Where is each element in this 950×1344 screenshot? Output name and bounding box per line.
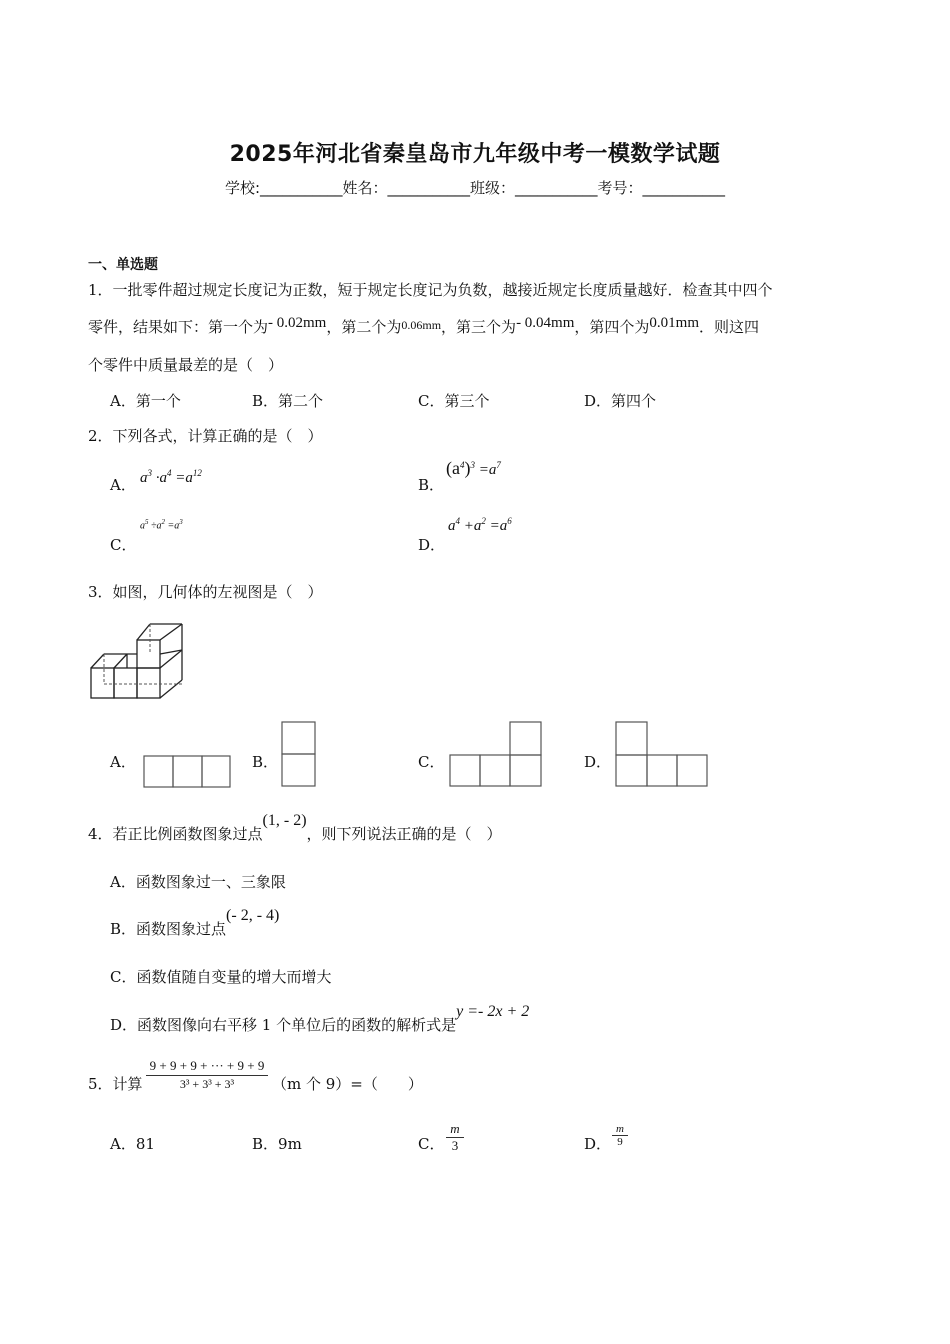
q1-value-4: 0.01mm bbox=[649, 315, 700, 331]
q4-stem bbox=[88, 812, 502, 844]
q1-line2 bbox=[88, 316, 759, 337]
q1-option-b: B．第二个 bbox=[252, 392, 324, 410]
q2-stem: 2．下列各式，计算正确的是（ ） bbox=[88, 427, 323, 445]
q5-option-d-fraction: m 9 bbox=[612, 1123, 628, 1148]
q4-option-b-text: B．函数图象过点 bbox=[110, 920, 227, 938]
q2-option-a-label: A． bbox=[110, 476, 136, 494]
q3-option-d-figure bbox=[614, 720, 710, 788]
q1-line3: 个零件中质量最差的是（ ） bbox=[88, 356, 284, 374]
q2-option-a-formula: $a^3 \cdot a^4 =a^{12}$ bbox=[140, 468, 202, 486]
q1-text-c: ，第三个为 bbox=[441, 318, 517, 336]
q4-option-d-text: D．函数图像向右平移 1 个单位后的函数的解析式是 bbox=[110, 1016, 457, 1034]
q4-stem-a: 4．若正比例函数图象过点 bbox=[88, 825, 263, 843]
q4-option-d bbox=[110, 1003, 530, 1035]
q3-option-b-label: B． bbox=[252, 753, 279, 771]
q2-option-b-formula: $(a^4)^3 =a^7$ bbox=[446, 458, 501, 478]
q2-option-b-label: B． bbox=[418, 476, 445, 494]
q5-option-b: B．9m bbox=[252, 1135, 302, 1153]
q5-fraction bbox=[146, 1058, 268, 1092]
q1-option-a: A．第一个 bbox=[110, 392, 181, 410]
q5-option-c-fraction: m 3 bbox=[446, 1121, 464, 1154]
q3-option-a-figure bbox=[142, 754, 232, 789]
q3-option-c-label: C． bbox=[418, 753, 445, 771]
q1-line1: 1．一批零件超过规定长度记为正数，短于规定长度记为负数，越接近规定长度质量越好．检查其中四个 bbox=[88, 281, 773, 299]
q3-stem: 3．如图，几何体的左视图是（ ） bbox=[88, 583, 323, 601]
q1-value-2: 0.06mm bbox=[401, 318, 442, 332]
q1-text-e: ．则这四 bbox=[699, 318, 760, 336]
q2-option-d-formula: $a^4 +a^2 =a^6$ bbox=[448, 516, 512, 534]
q1-value-1: - 0.02mm bbox=[268, 315, 327, 331]
q1-value-3: - 0.04mm bbox=[516, 315, 575, 331]
q3-option-b-figure bbox=[280, 720, 318, 788]
page-title: 2025年河北省秦皇岛市九年级中考一模数学试题 bbox=[229, 142, 721, 167]
q2-option-c-label: C． bbox=[110, 536, 137, 554]
q4-point: (1, - 2) bbox=[262, 812, 307, 829]
q5-option-d-label: D． bbox=[584, 1135, 612, 1153]
q3-solid-figure bbox=[88, 620, 188, 702]
q5-stem-a: 5．计算 bbox=[88, 1075, 143, 1093]
q5-denominator: 3³ + 3³ + 3³ bbox=[179, 1077, 235, 1091]
q2-option-d-label: D． bbox=[418, 536, 446, 554]
q4-option-c: C．函数值随自变量的增大而增大 bbox=[110, 968, 332, 986]
q1-option-d: D．第四个 bbox=[584, 392, 657, 410]
q3-option-a-label: A． bbox=[110, 753, 136, 771]
q1-text-d: ，第四个为 bbox=[574, 318, 650, 336]
q2-option-c-formula: $a^5 \div a^2 =a^3$ bbox=[140, 518, 183, 532]
q5-stem-b: （m 个 9）=（ ） bbox=[272, 1075, 423, 1093]
q3-option-c-figure bbox=[448, 720, 544, 788]
q1-text-a: 零件，结果如下：第一个为 bbox=[88, 318, 269, 336]
q4-option-b bbox=[110, 907, 280, 939]
q4-option-d-formula: y =- 2x + 2 bbox=[456, 1003, 530, 1020]
q5-option-a: A．81 bbox=[110, 1135, 155, 1153]
q3-option-d-label: D． bbox=[584, 753, 612, 771]
q4-option-a: A．函数图象过一、三象限 bbox=[110, 873, 286, 891]
section-heading: 一、单选题 bbox=[88, 257, 158, 273]
q1-text-b: ，第二个为 bbox=[326, 318, 402, 336]
q5-option-c-label: C． bbox=[418, 1135, 445, 1153]
q4-option-b-point: (- 2, - 4) bbox=[226, 907, 280, 924]
student-info-line: 学校:___________姓名：___________班级：___________考号：___________ bbox=[224, 179, 726, 197]
q5-numerator: 9 + 9 + 9 + ··· + 9 + 9 bbox=[146, 1058, 268, 1076]
q1-option-c: C．第三个 bbox=[418, 392, 490, 410]
q4-stem-b: ，则下列说法正确的是（ ） bbox=[306, 825, 502, 843]
